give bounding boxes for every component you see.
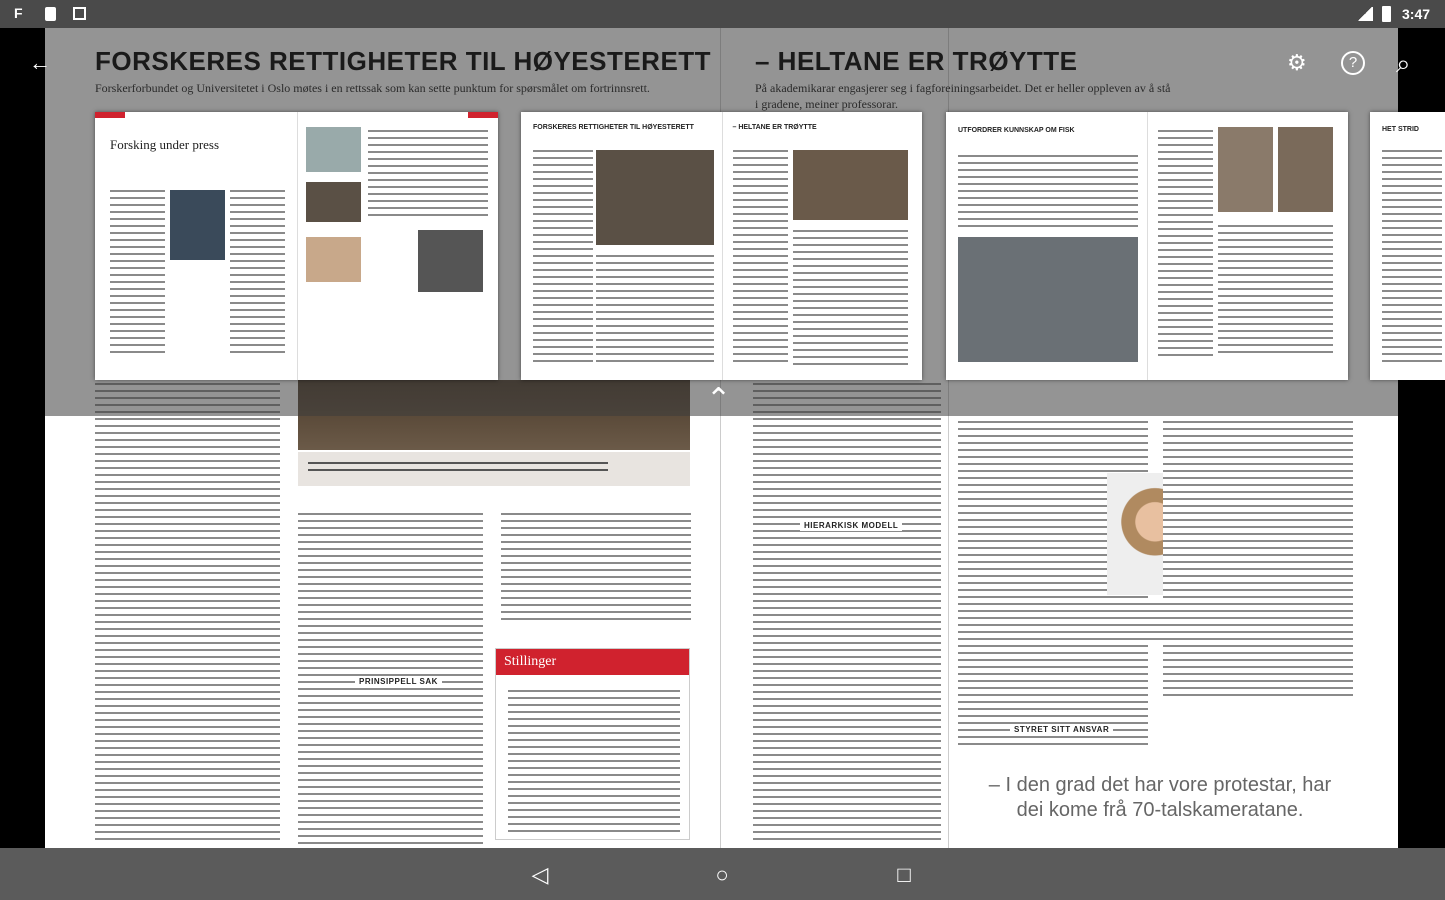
pull-quote: – I den grad det har vore protestar, har dei kome frå 70-talskameratane. xyxy=(988,774,1332,821)
navigation-bar xyxy=(0,848,1445,900)
collapse-chevron-up-icon[interactable]: ⌃ xyxy=(706,383,732,416)
page-thumbnail[interactable] xyxy=(946,112,1348,380)
subhead: HIERARKISK MODELL xyxy=(800,520,902,531)
thumbnail-title: Forsking under press xyxy=(110,137,220,152)
text-column xyxy=(501,510,691,620)
clipboard-icon xyxy=(45,7,56,21)
text-column xyxy=(753,380,941,845)
clock: 3:47 xyxy=(1402,6,1431,22)
status-bar xyxy=(0,0,1445,28)
nav-back-icon[interactable]: ◁ xyxy=(531,862,549,887)
text-column xyxy=(95,380,280,845)
thumbnail-title: UTFORDRER KUNNSKAP OM FISK xyxy=(958,127,1075,134)
subhead: PRINSIPPELL SAK xyxy=(355,676,442,687)
battery-icon xyxy=(1382,6,1391,22)
thumbnail-title: HET STRID xyxy=(1382,126,1419,133)
left-article-title: FORSKERES RETTIGHETER TIL HØYESTERETT xyxy=(95,46,712,76)
box-title: Stillinger xyxy=(496,649,689,675)
left-article-subtitle: Forskerforbundet og Universitetet i Oslo møtes i en rettssak som kan sette punktum for spørsmålet om fortrinnsrett. xyxy=(95,81,650,95)
job-listings-box xyxy=(495,648,690,840)
thumbnail-title: – HELTANE ER TRØYTTE xyxy=(732,124,817,131)
thumbnail-title: FORSKERES RETTIGHETER TIL HØYESTERETT xyxy=(533,124,694,131)
help-icon[interactable]: ? xyxy=(1341,51,1365,75)
subhead: STYRET SITT ANSVAR xyxy=(1010,724,1113,735)
search-icon[interactable]: ⌕ xyxy=(1396,48,1411,78)
image-icon xyxy=(73,7,86,20)
signal-icon xyxy=(1357,7,1373,21)
page-thumbnail[interactable] xyxy=(1370,112,1445,380)
text-column xyxy=(1163,418,1353,698)
page-thumbnail[interactable] xyxy=(95,112,498,380)
page-thumbnail-current[interactable] xyxy=(521,112,922,380)
app-notification-icon: F xyxy=(14,5,23,21)
right-article-subtitle: På akademikarar engasjerer seg i fagforeiningsarbeidet. Det er heller oppleven av å stå i gradene, meiner professorar. xyxy=(755,81,1171,111)
nav-home-icon[interactable]: ○ xyxy=(715,862,729,887)
right-article-title: – HELTANE ER TRØYTTE xyxy=(755,46,1078,76)
nav-recents-icon[interactable]: □ xyxy=(897,862,911,887)
settings-gear-icon[interactable]: ⚙ xyxy=(1287,50,1307,75)
back-arrow-icon[interactable]: ← xyxy=(29,50,51,75)
photo-caption xyxy=(298,452,690,486)
